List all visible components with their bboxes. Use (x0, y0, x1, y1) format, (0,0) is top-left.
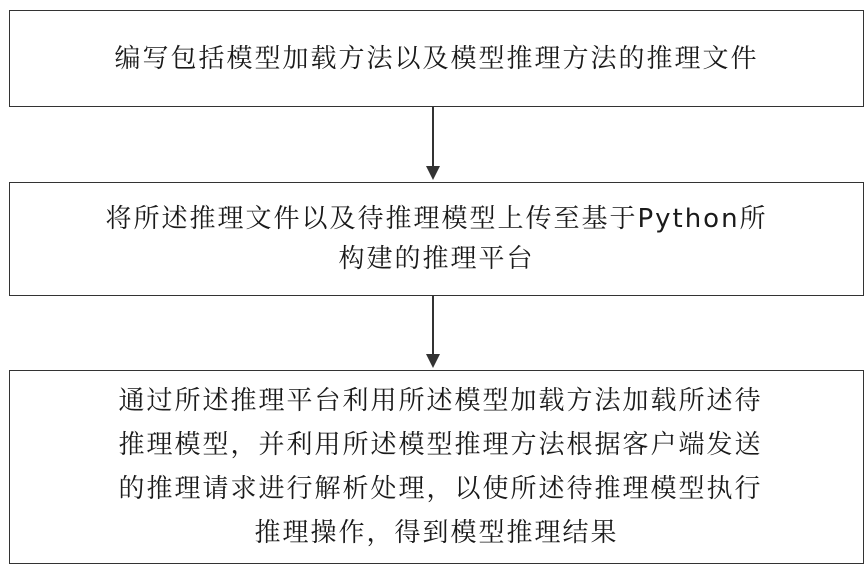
step-2-line-2: 构建的推理平台 (338, 244, 535, 274)
arrow-2-to-3 (426, 296, 440, 368)
arrow-down-icon (426, 166, 440, 180)
step-2-line-1: 将所述推理文件以及待推理模型上传至基于Python所 (105, 204, 768, 234)
step-1-line-1: 编写包括模型加载方法以及模型推理方法的推理文件 (114, 43, 759, 74)
step-3-line-2: 推理模型，并利用所述模型推理方法根据客户端发送 (118, 430, 763, 460)
step-3-line-3: 的推理请求进行解析处理，以使所述待推理模型执行 (118, 474, 763, 504)
step-3-line-4: 推理操作，得到模型推理结果 (254, 518, 619, 548)
step-3-line-1: 通过所述推理平台利用所述模型加载方法加载所述待 (118, 386, 763, 416)
arrow-1-to-2 (426, 107, 440, 180)
arrow-down-icon (426, 354, 440, 368)
